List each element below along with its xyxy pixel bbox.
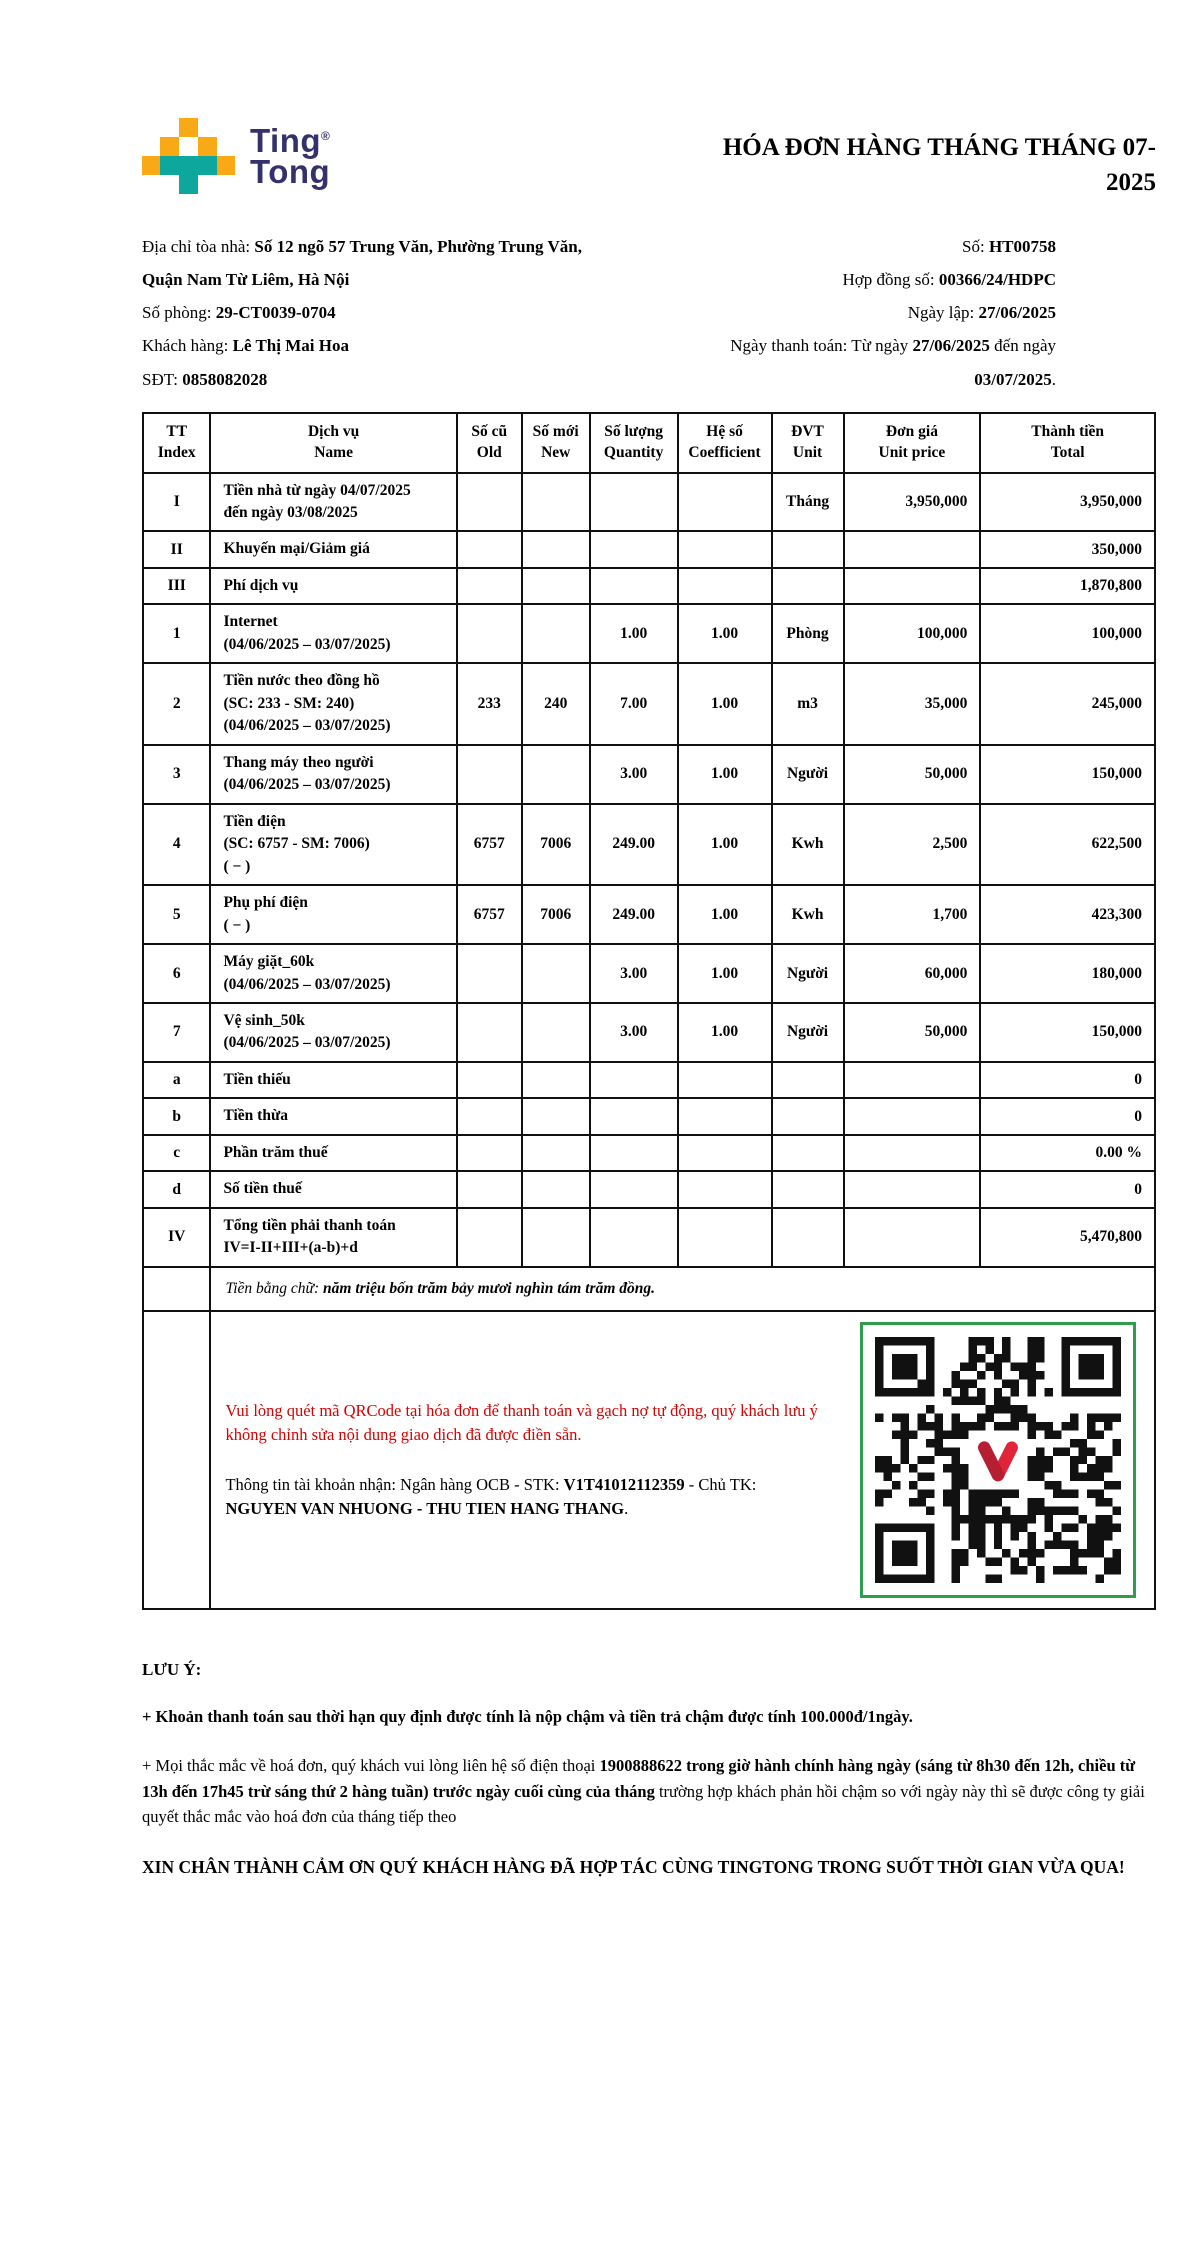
new-reading-cell [522, 1003, 590, 1062]
bank-account-info: Thông tin tài khoản nhận: Ngân hàng OCB - STK: V1T41012112359 - Chủ TK: NGUYEN VAN NHUONG - THU TIEN HANG THANG. [225, 1474, 757, 1518]
coefficient-cell [678, 1208, 772, 1267]
unit-price-cell [844, 531, 981, 567]
unit-price-cell: 100,000 [844, 604, 981, 663]
table-row [143, 1003, 1155, 1062]
coefficient-cell [678, 1062, 772, 1098]
total-cell: 0 [980, 1062, 1155, 1098]
service-name-cell: Phần trăm thuế [210, 1135, 456, 1171]
amount-in-words-row [143, 1267, 1155, 1311]
old-reading-cell: 6757 [457, 885, 522, 944]
tingtong-logo-text: Ting® Tong [250, 121, 331, 190]
table-row [143, 885, 1155, 944]
invoice-table [142, 412, 1156, 1610]
unit-price-cell: 2,500 [844, 804, 981, 885]
row-index-cell: 7 [143, 1003, 210, 1062]
total-cell: 0 [980, 1098, 1155, 1134]
unit-cell: Người [772, 745, 844, 804]
unit-price-cell [844, 1208, 981, 1267]
new-reading-cell [522, 604, 590, 663]
old-reading-cell: 233 [457, 663, 522, 744]
service-name-cell: Tiền thừa [210, 1098, 456, 1134]
unit-cell: Kwh [772, 885, 844, 944]
quantity-cell: 249.00 [590, 885, 678, 944]
qr-center-v-icon [974, 1436, 1022, 1484]
quantity-cell [590, 1208, 678, 1267]
table-row [143, 1171, 1155, 1207]
table-row [143, 745, 1155, 804]
payment-instructions [211, 1399, 819, 1521]
service-name-cell: Tổng tiền phải thanh toán IV=I-II+III+(a-b)+d [210, 1208, 456, 1267]
building-address-line2: Quận Nam Từ Liêm, Hà Nội [142, 270, 350, 290]
table-row [143, 1208, 1155, 1267]
customer-info [142, 230, 690, 396]
old-reading-cell [457, 473, 522, 532]
new-reading-cell: 7006 [522, 885, 590, 944]
table-row [143, 568, 1155, 604]
new-reading-cell [522, 1135, 590, 1171]
row-index-cell: II [143, 531, 210, 567]
building-address-line1: Địa chỉ tòa nhà: Số 12 ngõ 57 Trung Văn, Phường Trung Văn, [142, 237, 582, 256]
service-name-cell: Tiền nước theo đồng hồ (SC: 233 - SM: 240) (04/06/2025 – 03/07/2025) [210, 663, 456, 744]
coefficient-cell: 1.00 [678, 1003, 772, 1062]
payment-period: Ngày thanh toán: Từ ngày 27/06/2025 đến ngày 03/07/2025. [730, 336, 1056, 389]
unit-cell: Phòng [772, 604, 844, 663]
hotline-note: + Mọi thắc mắc về hoá đơn, quý khách vui lòng liên hệ số điện thoại 1900888622 trong giờ hành chính hàng ngày (sáng từ 8h30 đến 12h, chiều từ 13h đến 17h45 trừ sáng thứ 2 hàng tuần) trước ngày cuối cùng của tháng trường hợp khách phản hồi chậm so với ngày này thì sẽ được công ty giải quyết thắc mắc vào hoá đơn của tháng tiếp theo [142, 1756, 1145, 1827]
row-index-cell: c [143, 1135, 210, 1171]
quantity-cell: 7.00 [590, 663, 678, 744]
quantity-cell: 3.00 [590, 1003, 678, 1062]
row-index-cell: 5 [143, 885, 210, 944]
quantity-cell: 3.00 [590, 745, 678, 804]
unit-cell: Người [772, 944, 844, 1003]
coefficient-cell [678, 473, 772, 532]
tingtong-logo [142, 118, 330, 194]
unit-cell [772, 531, 844, 567]
unit-price-cell: 50,000 [844, 1003, 981, 1062]
old-reading-cell [457, 1098, 522, 1134]
service-name-cell: Khuyến mại/Giảm giá [210, 531, 456, 567]
service-name-cell: Internet (04/06/2025 – 03/07/2025) [210, 604, 456, 663]
service-name-cell: Phí dịch vụ [210, 568, 456, 604]
old-reading-cell [457, 1062, 522, 1098]
coefficient-cell [678, 531, 772, 567]
table-row [143, 1098, 1155, 1134]
quantity-cell [590, 1171, 678, 1207]
total-cell: 245,000 [980, 663, 1155, 744]
row-index-cell: 1 [143, 604, 210, 663]
new-reading-cell: 7006 [522, 804, 590, 885]
total-cell: 100,000 [980, 604, 1155, 663]
row-index-cell: IV [143, 1208, 210, 1267]
quantity-cell: 249.00 [590, 804, 678, 885]
row-index-cell: 6 [143, 944, 210, 1003]
column-header: Số cũ Old [457, 413, 522, 473]
invoice-header [142, 118, 1156, 200]
row-index-cell: III [143, 568, 210, 604]
quantity-cell: 3.00 [590, 944, 678, 1003]
old-reading-cell [457, 1171, 522, 1207]
coefficient-cell [678, 1171, 772, 1207]
unit-price-cell: 1,700 [844, 885, 981, 944]
unit-cell [772, 1135, 844, 1171]
row-index-cell: 4 [143, 804, 210, 885]
contract-number: Hợp đồng số: 00366/24/HDPC [842, 270, 1056, 290]
row-index-cell: b [143, 1098, 210, 1134]
quantity-cell [590, 1098, 678, 1134]
coefficient-cell: 1.00 [678, 885, 772, 944]
service-name-cell: Tiền thiếu [210, 1062, 456, 1098]
new-reading-cell [522, 1098, 590, 1134]
table-row [143, 804, 1155, 885]
tingtong-logo-icon [142, 118, 234, 194]
old-reading-cell [457, 1208, 522, 1267]
unit-price-cell: 50,000 [844, 745, 981, 804]
column-header: TT Index [143, 413, 210, 473]
unit-price-cell [844, 1062, 981, 1098]
total-cell: 150,000 [980, 745, 1155, 804]
column-header: Thành tiền Total [980, 413, 1155, 473]
invoice-title: HÓA ĐƠN HÀNG THÁNG THÁNG 07-2025 [722, 134, 1156, 196]
invoice-number: Số: HT00758 [962, 237, 1056, 256]
unit-price-cell [844, 568, 981, 604]
old-reading-cell [457, 1003, 522, 1062]
quantity-cell: 1.00 [590, 604, 678, 663]
coefficient-cell: 1.00 [678, 663, 772, 744]
qr-code [860, 1322, 1136, 1598]
quantity-cell [590, 1062, 678, 1098]
quantity-cell [590, 531, 678, 567]
old-reading-cell [457, 568, 522, 604]
table-row [143, 473, 1155, 532]
customer-phone: SĐT: 0858082028 [142, 369, 268, 389]
total-cell: 5,470,800 [980, 1208, 1155, 1267]
new-reading-cell [522, 1171, 590, 1207]
amount-in-words-text: năm triệu bốn trăm bảy mươi nghìn tám trăm đồng. [319, 1279, 655, 1297]
customer-name: Khách hàng: Lê Thị Mai Hoa [142, 336, 349, 356]
late-payment-note: + Khoản thanh toán sau thời hạn quy định được tính là nộp chậm và tiền trả chậm được tính 100.000đ/1ngày. [142, 1706, 913, 1726]
unit-cell [772, 1208, 844, 1267]
unit-price-cell: 35,000 [844, 663, 981, 744]
new-reading-cell [522, 473, 590, 532]
invoice-meta [690, 230, 1156, 396]
total-cell: 150,000 [980, 1003, 1155, 1062]
column-header: Số lượng Quantity [590, 413, 678, 473]
new-reading-cell [522, 531, 590, 567]
unit-cell: Người [772, 1003, 844, 1062]
new-reading-cell [522, 944, 590, 1003]
qr-payment-row [143, 1311, 1155, 1609]
table-row [143, 944, 1155, 1003]
column-header: Dịch vụ Name [210, 413, 456, 473]
table-row [143, 604, 1155, 663]
total-cell: 0.00 % [980, 1135, 1155, 1171]
row-index-cell: I [143, 473, 210, 532]
service-name-cell: Phụ phí điện ( − ) [210, 885, 456, 944]
new-reading-cell [522, 745, 590, 804]
old-reading-cell [457, 604, 522, 663]
unit-cell: Kwh [772, 804, 844, 885]
notes-heading: LƯU Ý: [142, 1659, 202, 1679]
invoice-info [142, 230, 1156, 396]
unit-price-cell [844, 1098, 981, 1134]
unit-cell [772, 1171, 844, 1207]
service-name-cell: Tiền nhà từ ngày 04/07/2025 đến ngày 03/08/2025 [210, 473, 456, 532]
coefficient-cell [678, 1098, 772, 1134]
service-name-cell: Số tiền thuế [210, 1171, 456, 1207]
service-name-cell: Thang máy theo người (04/06/2025 – 03/07/2025) [210, 745, 456, 804]
table-header-row [143, 413, 1155, 473]
unit-price-cell: 60,000 [844, 944, 981, 1003]
total-cell: 1,870,800 [980, 568, 1155, 604]
amount-in-words-label: Tiền bằng chữ: [225, 1279, 320, 1297]
created-date: Ngày lập: 27/06/2025 [907, 303, 1056, 323]
unit-price-cell [844, 1135, 981, 1171]
total-cell: 180,000 [980, 944, 1155, 1003]
old-reading-cell [457, 531, 522, 567]
new-reading-cell [522, 568, 590, 604]
row-index-cell: d [143, 1171, 210, 1207]
column-header: Đơn giá Unit price [844, 413, 981, 473]
unit-cell [772, 1098, 844, 1134]
table-row [143, 531, 1155, 567]
quantity-cell [590, 473, 678, 532]
room-number: Số phòng: 29-CT0039-0704 [142, 303, 336, 323]
new-reading-cell [522, 1208, 590, 1267]
quantity-cell [590, 568, 678, 604]
coefficient-cell: 1.00 [678, 604, 772, 663]
coefficient-cell: 1.00 [678, 745, 772, 804]
unit-cell [772, 568, 844, 604]
total-cell: 350,000 [980, 531, 1155, 567]
service-name-cell: Vệ sinh_50k (04/06/2025 – 03/07/2025) [210, 1003, 456, 1062]
unit-price-cell [844, 1171, 981, 1207]
unit-cell: Tháng [772, 473, 844, 532]
total-cell: 3,950,000 [980, 473, 1155, 532]
coefficient-cell [678, 1135, 772, 1171]
table-row [143, 1135, 1155, 1171]
table-row [143, 1062, 1155, 1098]
row-index-cell: a [143, 1062, 210, 1098]
quantity-cell [590, 1135, 678, 1171]
new-reading-cell: 240 [522, 663, 590, 744]
unit-cell: m3 [772, 663, 844, 744]
old-reading-cell: 6757 [457, 804, 522, 885]
total-cell: 0 [980, 1171, 1155, 1207]
coefficient-cell: 1.00 [678, 944, 772, 1003]
coefficient-cell: 1.00 [678, 804, 772, 885]
row-index-cell: 2 [143, 663, 210, 744]
total-cell: 423,300 [980, 885, 1155, 944]
service-name-cell: Tiền điện (SC: 6757 - SM: 7006) ( − ) [210, 804, 456, 885]
qr-warning-note: Vui lòng quét mã QRCode tại hóa đơn để thanh toán và gạch nợ tự động, quý khách lưu ý không chỉnh sửa nội dung giao dịch đã được điền sẵn. [225, 1400, 818, 1444]
unit-cell [772, 1062, 844, 1098]
column-header: Hệ số Coefficient [678, 413, 772, 473]
old-reading-cell [457, 745, 522, 804]
total-cell: 622,500 [980, 804, 1155, 885]
column-header: Số mới New [522, 413, 590, 473]
old-reading-cell [457, 1135, 522, 1171]
thank-you-message: XIN CHÂN THÀNH CẢM ƠN QUÝ KHÁCH HÀNG ĐÃ HỢP TÁC CÙNG TINGTONG TRONG SUỐT THỜI GIAN VỪA QUA! [142, 1856, 1125, 1877]
old-reading-cell [457, 944, 522, 1003]
row-index-cell: 3 [143, 745, 210, 804]
table-row [143, 663, 1155, 744]
registered-mark: ® [321, 128, 331, 143]
column-header: ĐVT Unit [772, 413, 844, 473]
new-reading-cell [522, 1062, 590, 1098]
coefficient-cell [678, 568, 772, 604]
service-name-cell: Máy giặt_60k (04/06/2025 – 03/07/2025) [210, 944, 456, 1003]
unit-price-cell: 3,950,000 [844, 473, 981, 532]
